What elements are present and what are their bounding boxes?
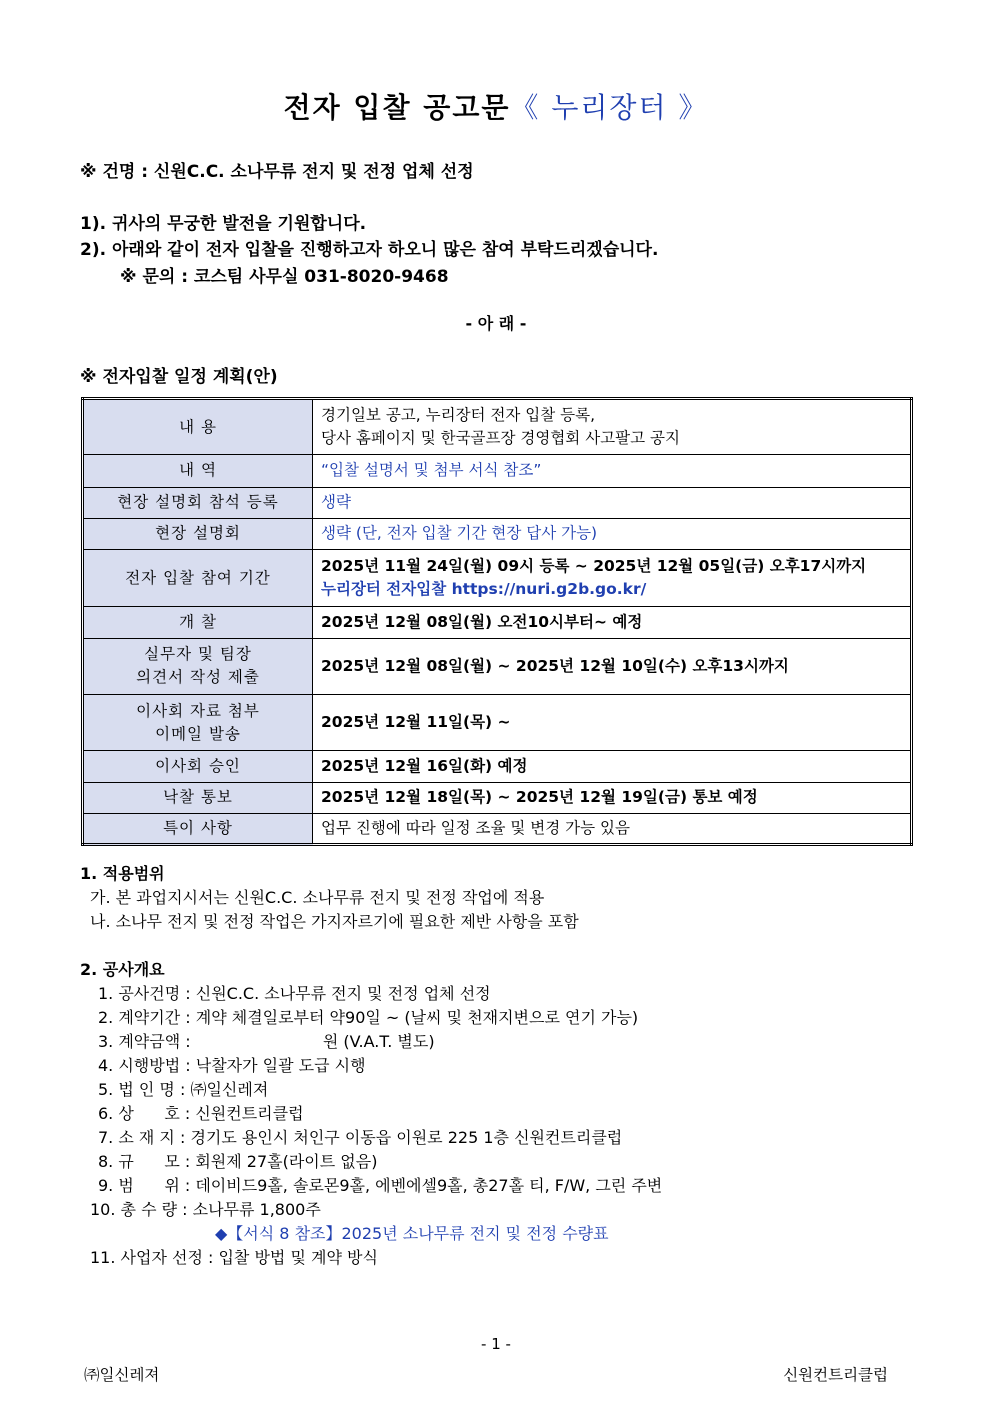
table-row	[83, 813, 912, 844]
table-row	[83, 518, 912, 549]
overview-item: 7. 소 재 지 : 경기도 용인시 처인구 이동읍 이원로 225 1층 신원컨트리클럽	[98, 1128, 623, 1147]
scope-item: 가. 본 과업지시서는 신원C.C. 소나무류 전지 및 전정 작업에 적용	[90, 888, 545, 907]
overview-item: 6. 상 호 : 신원컨트리클럽	[98, 1104, 304, 1123]
table-row	[83, 455, 912, 487]
row-value: 2025년 12월 18일(목) ~ 2025년 12월 19일(금) 통보 예정	[313, 782, 912, 813]
table-row	[83, 607, 912, 638]
overview-item: 11. 사업자 선정 : 입찰 방법 및 계약 방식	[90, 1248, 378, 1267]
footer-right: 신원컨트리클럽	[783, 1366, 888, 1384]
intro-line-1: 1). 귀사의 무궁한 발전을 기원합니다.	[80, 214, 367, 234]
row-value: 2025년 11월 24일(월) 09시 등록 ~ 2025년 12월 05일(금) 오후17시까지 누리장터 전자입찰 https://nuri.g2b.go.kr/	[313, 549, 912, 606]
table-row	[83, 751, 912, 782]
table-row	[83, 399, 912, 455]
form-reference-note: ◆【서식 8 참조】2025년 소나무류 전지 및 전정 수량표	[215, 1224, 609, 1243]
row-value: 생략 (단, 전자 입찰 기간 현장 답사 가능)	[313, 518, 912, 549]
page-number: - 1 -	[481, 1335, 511, 1353]
row-key: 실무자 및 팀장 의견서 작성 제출	[83, 638, 313, 694]
row-key: 내 용	[83, 399, 313, 455]
row-key: 개 찰	[83, 607, 313, 638]
document-title	[0, 86, 992, 126]
table-row	[83, 782, 912, 813]
overview-item: 3. 계약금액 : 원 (V.A.T. 별도)	[98, 1032, 435, 1051]
overview-item: 8. 규 모 : 회원제 27홀(라이트 없음)	[98, 1152, 378, 1171]
scope-heading: 1. 적용범위	[80, 864, 165, 883]
row-key: 현장 설명회	[83, 518, 313, 549]
title-highlight: 《 누리장터 》	[510, 91, 709, 124]
table-row	[83, 638, 912, 694]
overview-item: 4. 시행방법 : 낙찰자가 일괄 도급 시행	[98, 1056, 366, 1075]
footer-left: ㈜일신레져	[84, 1366, 160, 1384]
scope-item: 나. 소나무 전지 및 전정 작업은 가지자르기에 필요한 제반 사항을 포함	[90, 912, 579, 931]
intro-line-2: 2). 아래와 같이 전자 입찰을 진행하고자 하오니 많은 참여 부탁드리겠습니다.	[80, 240, 659, 260]
row-key: 현장 설명회 참석 등록	[83, 487, 313, 518]
row-value: 2025년 12월 11일(목) ~	[313, 694, 912, 750]
row-value: 2025년 12월 08일(월) ~ 2025년 12월 10일(수) 오후13시까지	[313, 638, 912, 694]
row-key: 내 역	[83, 455, 313, 487]
overview-item: 10. 총 수 량 : 소나무류 1,800주	[90, 1200, 321, 1219]
row-key: 낙찰 통보	[83, 782, 313, 813]
overview-item: 1. 공사건명 : 신원C.C. 소나무류 전지 및 전정 업체 선정	[98, 984, 491, 1003]
contact-line: ※ 문의 : 코스팀 사무실 031-8020-9468	[120, 267, 449, 287]
overview-item: 9. 범 위 : 데이비드9홀, 솔로몬9홀, 에벤에셀9홀, 총27홀 티, F/W, 그린 주변	[98, 1176, 663, 1195]
below-marker: - 아 래 -	[465, 314, 527, 333]
nuri-link[interactable]: 누리장터 전자입찰 https://nuri.g2b.go.kr/	[321, 580, 647, 599]
row-value: 업무 진행에 따라 일정 조율 및 변경 가능 있음	[313, 813, 912, 844]
table-row	[83, 694, 912, 750]
row-key: 전자 입찰 참여 기간	[83, 549, 313, 606]
row-value: 2025년 12월 16일(화) 예정	[313, 751, 912, 782]
overview-heading: 2. 공사개요	[80, 960, 165, 979]
row-value: 경기일보 공고, 누리장터 전자 입찰 등록, 당사 홈페이지 및 한국골프장 경영협회 사고팔고 공지	[313, 399, 912, 455]
title-main: 전자 입찰 공고문	[283, 91, 511, 124]
schedule-heading: ※ 전자입찰 일정 계획(안)	[80, 367, 278, 387]
row-key: 특이 사항	[83, 813, 313, 844]
overview-item: 2. 계약기간 : 계약 체결일로부터 약90일 ~ (날씨 및 천재지변으로 연기 가능)	[98, 1008, 639, 1027]
table-row	[83, 549, 912, 606]
row-key: 이사회 자료 첨부 이메일 발송	[83, 694, 313, 750]
overview-item: 5. 법 인 명 : ㈜일신레져	[98, 1080, 269, 1099]
row-key: 이사회 승인	[83, 751, 313, 782]
subject-line: ※ 건명 : 신원C.C. 소나무류 전지 및 전정 업체 선정	[80, 162, 474, 182]
schedule-table	[81, 397, 913, 846]
row-value: 2025년 12월 08일(월) 오전10시부터~ 예정	[313, 607, 912, 638]
table-row	[83, 487, 912, 518]
row-value: “입찰 설명서 및 첨부 서식 참조”	[313, 455, 912, 487]
row-value: 생략	[313, 487, 912, 518]
